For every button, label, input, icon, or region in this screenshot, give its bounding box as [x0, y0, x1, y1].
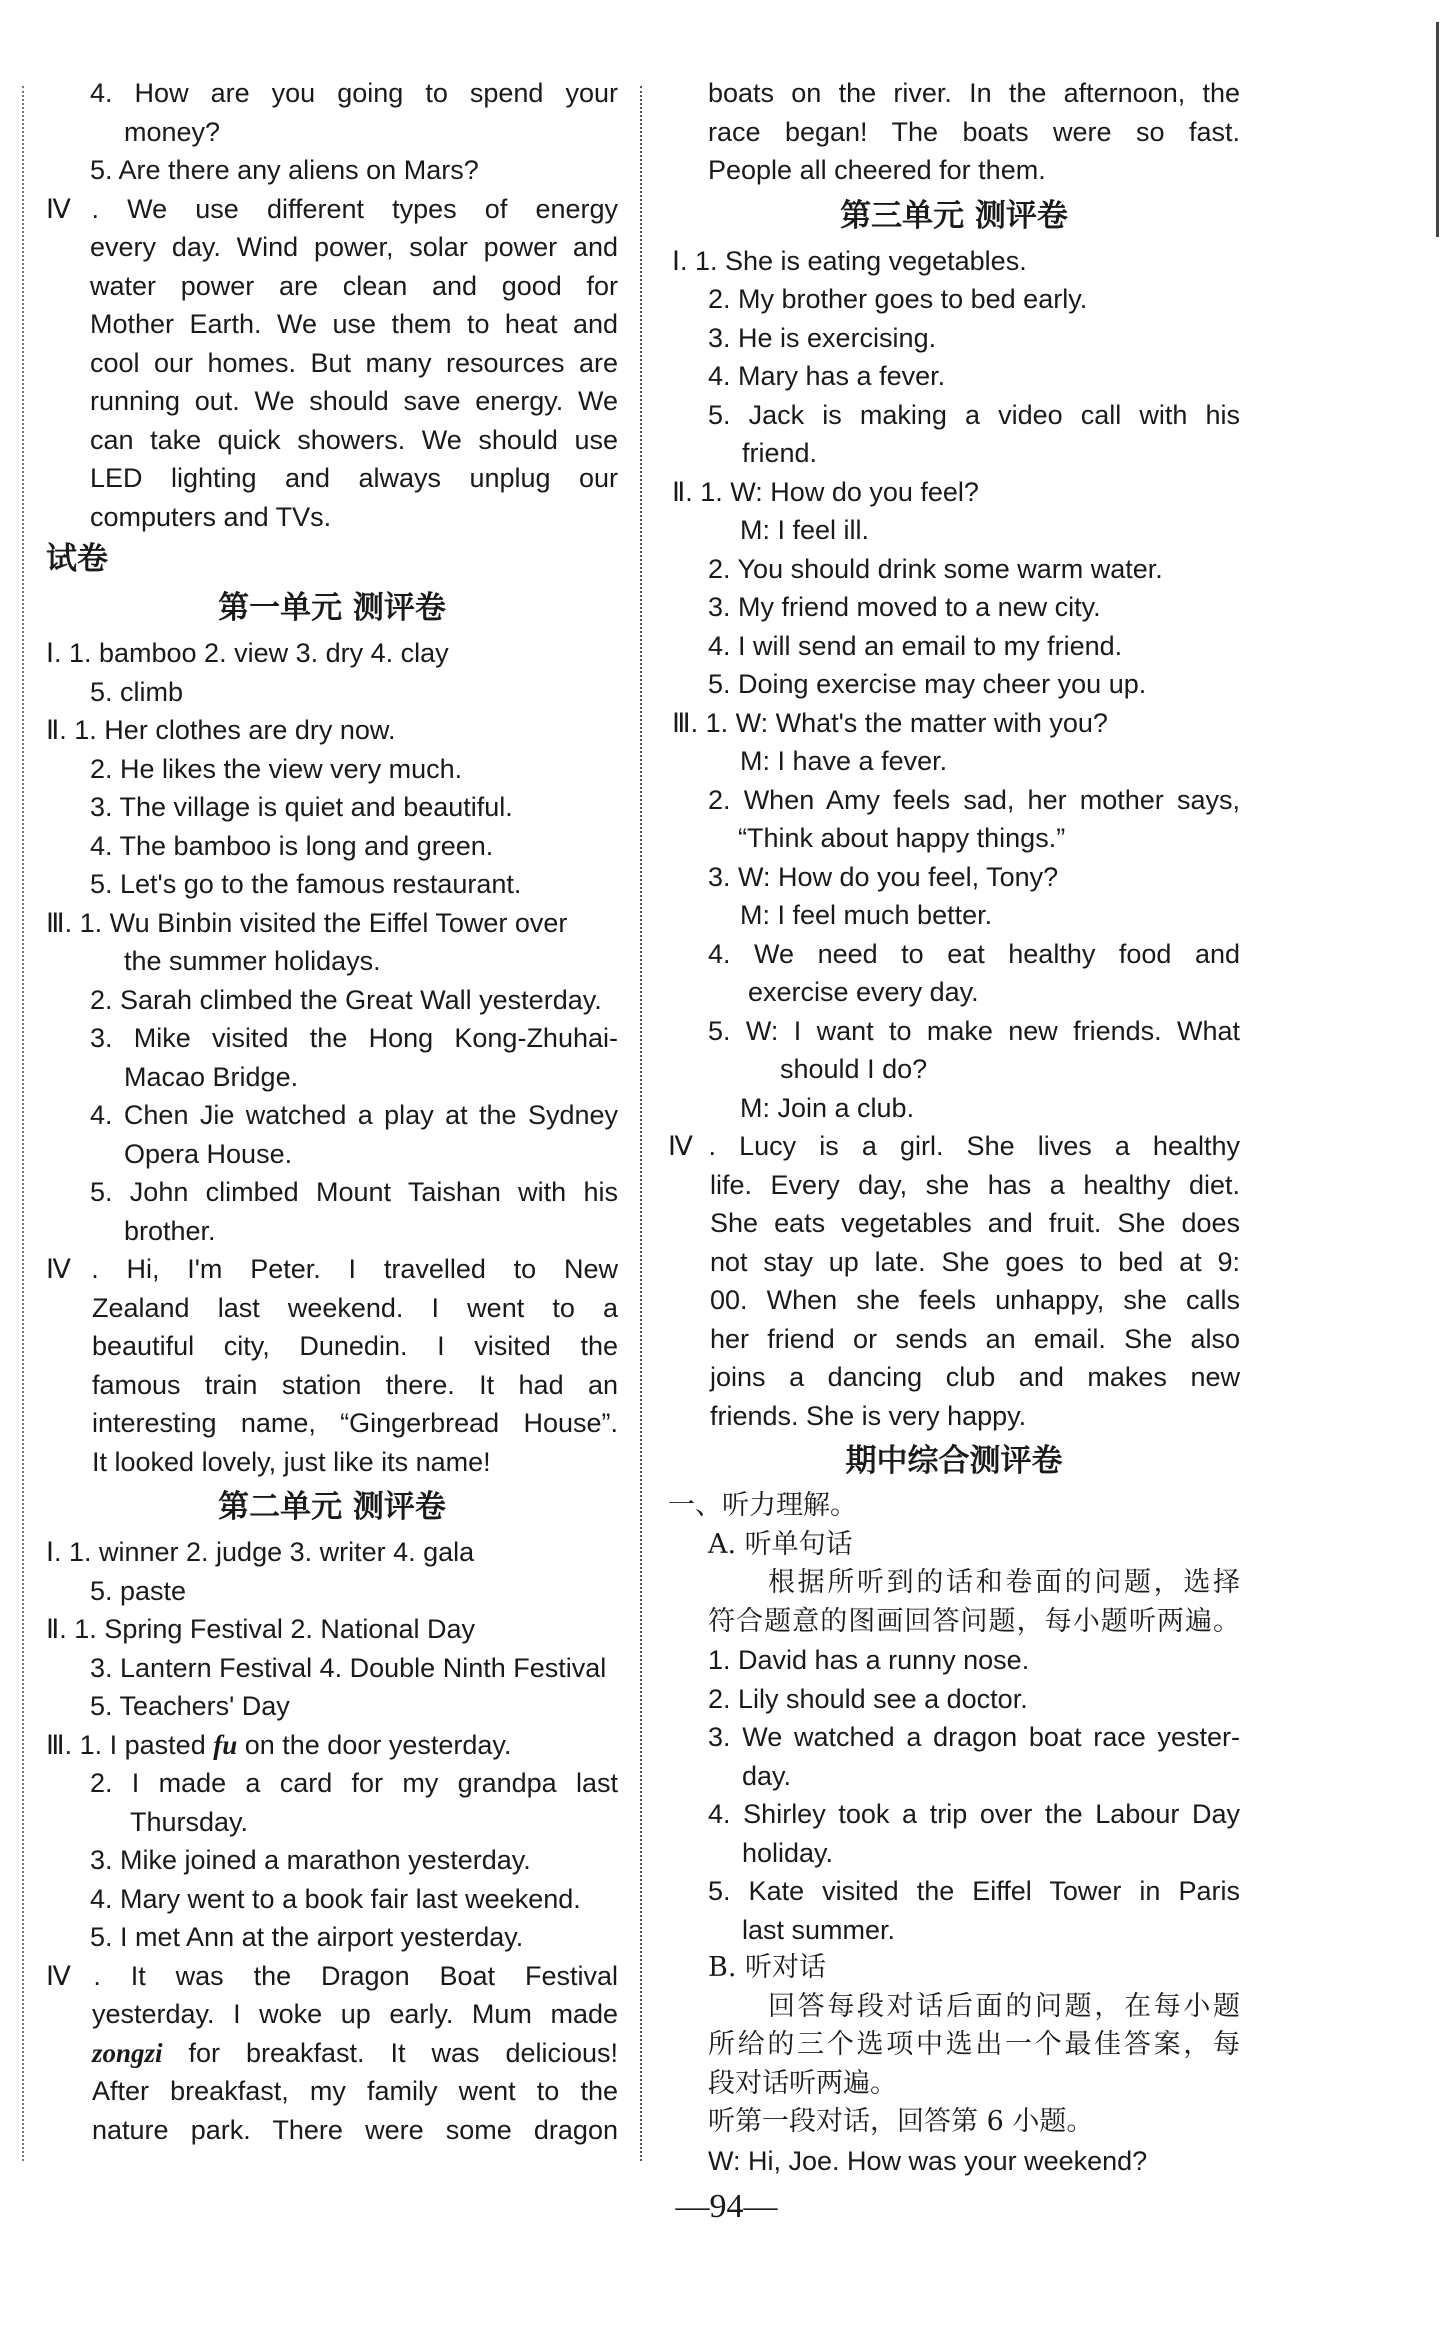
text-line: [46, 904, 618, 943]
line-text: 3. Mike joined a marathon yesterday.: [90, 1845, 531, 1875]
line-text: 5. Kate visited the Eiffel Tower in Paris: [708, 1876, 1240, 1906]
text-line: [668, 113, 1240, 152]
line-text: 2. Lily should see a doctor.: [708, 1683, 1028, 1714]
text-line: [46, 788, 618, 827]
line-text: 4. How are you going to spend your: [90, 78, 618, 108]
text-line: [668, 1911, 1240, 1950]
line-text: M: Join a club.: [740, 1092, 915, 1123]
text-line: [46, 459, 618, 498]
line-text: 听第一段对话，回答第 6 小题。: [708, 2106, 1094, 2137]
line-text: beautiful city, Dunedin. I visited the: [92, 1331, 618, 1361]
line-text: 5. Teachers' Day: [90, 1691, 290, 1721]
text-line: [46, 1995, 618, 2034]
binding-margin-dots: [22, 86, 24, 2161]
text-line: [46, 228, 618, 267]
text-line: [668, 1166, 1240, 1205]
text-line: [668, 396, 1240, 435]
text-line: [46, 305, 618, 344]
text-line: [46, 634, 618, 673]
line-text: running out. We should save energy. We: [90, 386, 618, 416]
text-line: [46, 536, 618, 582]
line-text: day.: [742, 1760, 792, 1791]
text-line: [668, 1012, 1240, 1051]
line-text: People all cheered for them.: [708, 155, 1046, 185]
line-text: M: I feel much better.: [740, 900, 993, 930]
line-text: 4. The bamboo is long and green.: [90, 830, 494, 861]
text-line: [668, 242, 1240, 281]
text-line: [46, 1764, 618, 1803]
line-text: B. 听对话: [708, 1952, 827, 1983]
line-text: 3. We watched a dragon boat race yester-: [708, 1722, 1240, 1752]
line-text: her friend or sends an email. She also: [710, 1323, 1240, 1354]
line-text: 段对话听两遍。: [708, 2067, 897, 2099]
text-line: [46, 382, 618, 421]
text-line: [46, 1649, 618, 1688]
text-line: [46, 942, 618, 981]
text-line: [668, 665, 1240, 704]
line-text: 3. Lantern Festival 4. Double Ninth Festival: [90, 1652, 607, 1683]
line-text: LED lighting and always unplug our: [90, 463, 618, 493]
text-line: [668, 1564, 1240, 1603]
line-text-rest: for breakfast. It was delicious!: [162, 2037, 618, 2068]
text-line: [46, 1250, 618, 1289]
line-text: not stay up late. She goes to bed at 9:: [710, 1246, 1240, 1277]
line-text: 4. Shirley took a trip over the Labour Day: [708, 1799, 1240, 1829]
text-line: [46, 2072, 618, 2111]
line-text: 2. Sarah climbed the Great Wall yesterday.: [90, 984, 602, 1015]
text-line: [668, 1487, 1240, 1526]
line-text: interesting name, “Gingerbread House”.: [92, 1408, 618, 1438]
text-line: [46, 750, 618, 789]
line-text: 3. Mike visited the Hong Kong-Zhuhai-: [90, 1023, 618, 1053]
text-line: [668, 550, 1240, 589]
text-line: [668, 280, 1240, 319]
line-text: 2. He likes the view very much.: [90, 753, 463, 784]
text-line: [46, 1481, 618, 1533]
line-text: M: I feel ill.: [740, 515, 870, 545]
text-line: [668, 1872, 1240, 1911]
line-text: 回答每段对话后面的问题，在每小题: [768, 1990, 1240, 2022]
line-text: Ⅳ. It was the Dragon Boat Festival: [46, 1960, 618, 1991]
text-line: [668, 151, 1240, 190]
page-edge-mark: [1436, 22, 1439, 237]
text-line: [46, 1366, 618, 1405]
text-line: [668, 74, 1240, 113]
line-text: yesterday. I woke up early. Mum made: [92, 1999, 618, 2029]
text-line: [46, 190, 618, 229]
text-line: [668, 1988, 1240, 2027]
text-line: [46, 1841, 618, 1880]
line-text: nature park. There were some dragon: [92, 2114, 618, 2145]
text-line: [46, 267, 618, 306]
text-line: [668, 1243, 1240, 1282]
line-text: Ⅳ. We use different types of energy: [46, 193, 618, 224]
line-text: 3. The village is quiet and beautiful.: [90, 792, 513, 822]
text-line: [46, 827, 618, 866]
line-text: Ⅱ. 1. Her clothes are dry now.: [46, 715, 396, 745]
text-line: [46, 2034, 618, 2073]
line-text: Ⅲ. 1. I pasted: [46, 1729, 214, 1760]
text-line: [46, 113, 618, 152]
line-text: 第二单元 测评卷: [218, 1489, 446, 1525]
text-line: [668, 1795, 1240, 1834]
text-line: [668, 1603, 1240, 1642]
text-line: [46, 421, 618, 460]
text-line: [668, 434, 1240, 473]
text-line: [668, 1757, 1240, 1796]
text-line: [46, 1443, 618, 1482]
text-line: [46, 1533, 618, 1572]
text-line: [46, 1212, 618, 1251]
line-text: Opera House.: [124, 1138, 293, 1169]
line-text: the summer holidays.: [124, 946, 381, 976]
text-line: [46, 344, 618, 383]
text-line: [46, 1135, 618, 1174]
line-text: 5. John climbed Mount Taishan with his: [90, 1177, 618, 1207]
line-text: After breakfast, my family went to the: [92, 2076, 618, 2106]
line-text: 3. He is exercising.: [708, 322, 937, 353]
line-text: 4. Mary went to a book fair last weekend.: [90, 1883, 581, 1914]
line-text: 4. Mary has a fever.: [708, 361, 946, 391]
line-text: Ⅳ. Lucy is a girl. She lives a healthy: [668, 1131, 1240, 1161]
text-line: [668, 357, 1240, 396]
text-line: [668, 1834, 1240, 1873]
line-text: W: Hi, Joe. How was your weekend?: [708, 2145, 1148, 2176]
text-line: [46, 582, 618, 634]
line-text: A. 听单句话: [708, 1528, 853, 1560]
text-line: [668, 858, 1240, 897]
line-text: 00. When she feels unhappy, she calls: [710, 1285, 1240, 1315]
text-line: [46, 1880, 618, 1919]
line-text: 3. My friend moved to a new city.: [708, 592, 1101, 622]
text-line: [46, 151, 618, 190]
text-line: [46, 2111, 618, 2150]
line-text: boats on the river. In the afternoon, the: [708, 78, 1240, 108]
line-text: 5. I met Ann at the airport yesterday.: [90, 1922, 524, 1952]
text-line: [668, 627, 1240, 666]
line-text: 一、听力理解。: [668, 1490, 857, 1521]
text-line: [46, 1572, 618, 1611]
text-line: [46, 1726, 618, 1765]
line-text: 第一单元 测评卷: [218, 590, 446, 626]
text-line: [668, 1718, 1240, 1757]
line-text: Mother Earth. We use them to heat and: [90, 309, 618, 339]
line-text: 期中综合测评卷: [845, 1443, 1063, 1479]
text-line: [46, 673, 618, 712]
text-line: [668, 1680, 1240, 1719]
line-text: 5. Let's go to the famous restaurant.: [90, 869, 522, 899]
text-line: [46, 498, 618, 537]
line-text: computers and TVs.: [90, 501, 332, 532]
text-line: [668, 190, 1240, 242]
text-line: [46, 1096, 618, 1135]
line-text: 4. I will send an email to my friend.: [708, 630, 1123, 661]
text-line: [668, 1358, 1240, 1397]
text-line: [668, 1435, 1240, 1487]
line-text: 5. paste: [90, 1575, 187, 1606]
text-line: [46, 1019, 618, 1058]
left-column: [46, 74, 618, 2149]
text-line: [668, 2142, 1240, 2181]
text-line: [46, 1918, 618, 1957]
line-text: every day. Wind power, solar power and: [90, 232, 618, 262]
line-text: Ⅰ. 1. winner 2. judge 3. writer 4. gala: [46, 1537, 475, 1567]
line-text: cool our homes. But many resources are: [90, 347, 618, 378]
line-text: 5. Jack is making a video call with his: [708, 399, 1240, 430]
line-text: 2. You should drink some warm water.: [708, 553, 1163, 584]
text-line: [668, 1641, 1240, 1680]
text-line: [668, 1949, 1240, 1988]
line-text: 2. I made a card for my grandpa last: [90, 1768, 618, 1798]
text-line: [46, 1957, 618, 1996]
line-text: 1. David has a runny nose.: [708, 1645, 1030, 1675]
text-line: [46, 1289, 618, 1328]
text-line: [668, 935, 1240, 974]
right-column: [668, 74, 1240, 2180]
text-line: [668, 1281, 1240, 1320]
line-text: “Think about happy things.”: [738, 823, 1066, 853]
text-line: [46, 1803, 618, 1842]
text-line: [46, 865, 618, 904]
text-line: [46, 1173, 618, 1212]
line-text: 5. W: I want to make new friends. What: [708, 1015, 1240, 1046]
line-text: brother.: [124, 1215, 216, 1246]
line-text: money?: [124, 116, 221, 147]
text-line: [46, 1687, 618, 1726]
line-text: 根据所听到的话和卷面的问题，选择: [768, 1567, 1240, 1598]
text-line: [668, 588, 1240, 627]
text-line: [668, 1127, 1240, 1166]
text-line: [668, 2103, 1240, 2142]
text-line: [668, 319, 1240, 358]
italic-term: zongzi: [92, 2037, 163, 2068]
line-text: can take quick showers. We should use: [90, 424, 618, 455]
text-line: [668, 473, 1240, 512]
text-line: [46, 1404, 618, 1443]
line-text: 5. Doing exercise may cheer you up.: [708, 669, 1147, 699]
text-line: [668, 1089, 1240, 1128]
text-line: [668, 1204, 1240, 1243]
line-text: 4. Chen Jie watched a play at the Sydney: [90, 1100, 618, 1130]
line-text: Ⅰ. 1. She is eating vegetables.: [672, 245, 1027, 276]
line-text: holiday.: [742, 1837, 834, 1868]
line-text: 试卷: [46, 541, 108, 577]
text-line: [668, 973, 1240, 1012]
text-line: [46, 711, 618, 750]
line-text: M: I have a fever.: [740, 746, 948, 776]
line-text: Ⅲ. 1. W: What's the matter with you?: [672, 707, 1108, 738]
line-text: joins a dancing club and makes new: [710, 1362, 1240, 1392]
italic-term: fu: [213, 1729, 238, 1760]
line-text: race began! The boats were so fast.: [708, 116, 1240, 147]
line-text: 4. We need to eat healthy food and: [708, 938, 1240, 969]
line-text: life. Every day, she has a healthy diet.: [710, 1169, 1240, 1200]
text-line: [668, 1526, 1240, 1565]
text-line: [46, 981, 618, 1020]
line-text: 所给的三个选项中选出一个最佳答案，每: [708, 2029, 1240, 2060]
line-text: 第三单元 测评卷: [840, 197, 1068, 234]
text-line: [668, 704, 1240, 743]
line-text: friends. She is very happy.: [710, 1400, 1027, 1431]
line-text: 符合题意的图画回答问题，每小题听两遍。: [708, 1605, 1240, 1637]
column-divider: [640, 86, 642, 2161]
line-text: should I do?: [780, 1054, 928, 1084]
line-text: Thursday.: [130, 1806, 249, 1837]
line-text: 2. My brother goes to bed early.: [708, 284, 1088, 314]
line-text: She eats vegetables and fruit. She does: [710, 1208, 1240, 1238]
line-text: last summer.: [742, 1914, 896, 1945]
text-line: [668, 2065, 1240, 2104]
text-line: [668, 819, 1240, 858]
line-text: Ⅱ. 1. W: How do you feel?: [672, 476, 979, 507]
text-line: [668, 511, 1240, 550]
text-line: [46, 1058, 618, 1097]
text-line: [668, 1320, 1240, 1359]
page-number: —94—: [675, 2188, 778, 2225]
text-line: [668, 1050, 1240, 1089]
text-line: [46, 74, 618, 113]
text-line: [668, 1397, 1240, 1436]
line-text: It looked lovely, just like its name!: [92, 1446, 491, 1477]
line-text: Ⅲ. 1. Wu Binbin visited the Eiffel Tower over: [46, 907, 568, 938]
line-text: Ⅱ. 1. Spring Festival 2. National Day: [46, 1614, 475, 1644]
line-text: 3. W: How do you feel, Tony?: [708, 861, 1059, 892]
text-line: [668, 896, 1240, 935]
line-text: 5. Are there any aliens on Mars?: [90, 155, 479, 185]
line-text: water power are clean and good for: [90, 270, 618, 301]
line-text: Macao Bridge.: [124, 1061, 299, 1092]
line-text: Ⅳ. Hi, I'm Peter. I travelled to New: [46, 1254, 618, 1284]
line-text: 5. climb: [90, 676, 184, 707]
line-text: exercise every day.: [748, 977, 979, 1007]
line-text: Ⅰ. 1. bamboo 2. view 3. dry 4. clay: [46, 638, 449, 668]
line-text: friend.: [742, 438, 818, 468]
line-text: Zealand last weekend. I went to a: [92, 1292, 618, 1323]
text-line: [668, 781, 1240, 820]
line-text-rest: on the door yesterday.: [237, 1729, 512, 1760]
text-line: [668, 742, 1240, 781]
text-line: [46, 1327, 618, 1366]
text-line: [46, 1610, 618, 1649]
line-text: famous train station there. It had an: [92, 1369, 618, 1400]
text-line: [668, 2026, 1240, 2065]
line-text: 2. When Amy feels sad, her mother says,: [708, 784, 1240, 815]
